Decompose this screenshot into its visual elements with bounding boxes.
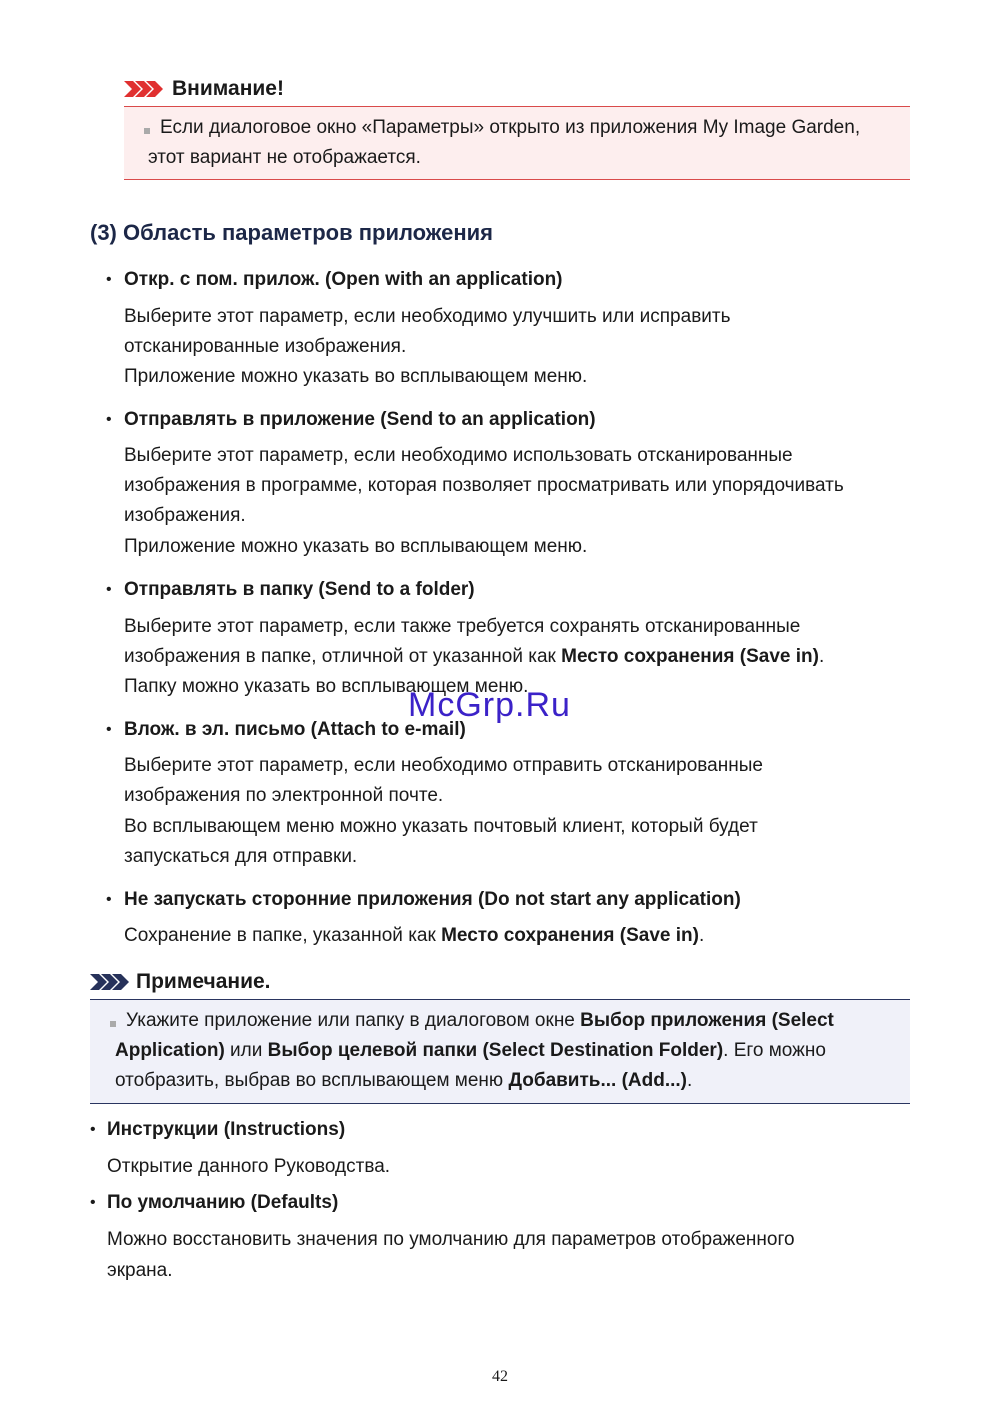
- item-heading: Не запускать сторонние приложения (Do not start any application): [124, 889, 741, 910]
- item-text: Открытие данного Руководства.: [107, 1156, 391, 1177]
- bullet-dot-icon: •: [106, 891, 112, 908]
- bullet-dot-icon: •: [106, 581, 112, 598]
- item-heading: Инструкции (Instructions): [107, 1119, 346, 1140]
- item-text: изображения в программе, которая позволяет просматривать или упорядочивать: [124, 475, 844, 496]
- item-text: Можно восстановить значения по умолчанию для параметров отображенного: [107, 1229, 795, 1250]
- item-heading: Влож. в эл. письмо (Attach to e-mail): [124, 719, 466, 740]
- warning-header: [124, 74, 284, 104]
- note-line-2: Application) или Выбор целевой папки (Select Destination Folder). Его можно: [115, 1040, 826, 1061]
- item-text: Выберите этот параметр, если необходимо отправить отсканированные: [124, 755, 763, 776]
- bullet-square-icon: [144, 128, 150, 134]
- item-heading: Откр. с пом. прилож. (Open with an application): [124, 269, 563, 290]
- section-title: (3) Область параметров приложения: [90, 220, 493, 245]
- item-text: изображения по электронной почте.: [124, 785, 444, 806]
- watermark: McGrp.Ru: [408, 686, 571, 724]
- item-text: Выберите этот параметр, если также требуется сохранять отсканированные: [124, 616, 801, 637]
- item-heading: Отправлять в папку (Send to a folder): [124, 579, 475, 600]
- warning-line-2: этот вариант не отображается.: [148, 147, 421, 168]
- bullet-square-icon: [110, 1021, 116, 1027]
- bullet-dot-icon: •: [106, 411, 112, 428]
- item-text: изображения.: [124, 505, 246, 526]
- item-text: запускаться для отправки.: [124, 846, 358, 867]
- note-arrows-icon: [90, 974, 130, 990]
- bullet-dot-icon: •: [106, 721, 112, 738]
- note-header: [90, 967, 271, 997]
- note-line-1: Укажите приложение или папку в диалоговом окне Выбор приложения (Select: [126, 1010, 834, 1031]
- item-text: Приложение можно указать во всплывающем меню.: [124, 366, 588, 387]
- item-heading: По умолчанию (Defaults): [107, 1192, 339, 1213]
- item-text: экрана.: [107, 1260, 173, 1281]
- note-line-3: отобразить, выбрав во всплывающем меню Добавить... (Add...).: [115, 1070, 693, 1091]
- item-heading: Отправлять в приложение (Send to an application): [124, 409, 596, 430]
- item-text: Папку можно указать во всплывающем меню.: [124, 676, 529, 697]
- item-text: Во всплывающем меню можно указать почтовый клиент, который будет: [124, 816, 758, 837]
- warning-box: [124, 106, 910, 180]
- item-text: Выберите этот параметр, если необходимо использовать отсканированные: [124, 445, 793, 466]
- item-text: Выберите этот параметр, если необходимо улучшить или исправить: [124, 306, 731, 327]
- note-title: Примечание.: [136, 970, 271, 993]
- item-text: отсканированные изображения.: [124, 336, 407, 357]
- warning-title: Внимание!: [172, 77, 284, 100]
- bullet-dot-icon: •: [90, 1121, 96, 1138]
- bullet-dot-icon: •: [90, 1194, 96, 1211]
- warning-arrows-icon: [124, 81, 164, 97]
- warning-line-1: Если диалоговое окно «Параметры» открыто из приложения My Image Garden,: [160, 117, 861, 138]
- item-text-mixed: Сохранение в папке, указанной как Место сохранения (Save in).: [124, 925, 705, 946]
- item-text: Приложение можно указать во всплывающем меню.: [124, 536, 588, 557]
- item-text-mixed: изображения в папке, отличной от указанной как Место сохранения (Save in).: [124, 646, 825, 667]
- bullet-dot-icon: •: [106, 271, 112, 288]
- note-box: [90, 999, 910, 1104]
- page-number: 42: [492, 1368, 508, 1385]
